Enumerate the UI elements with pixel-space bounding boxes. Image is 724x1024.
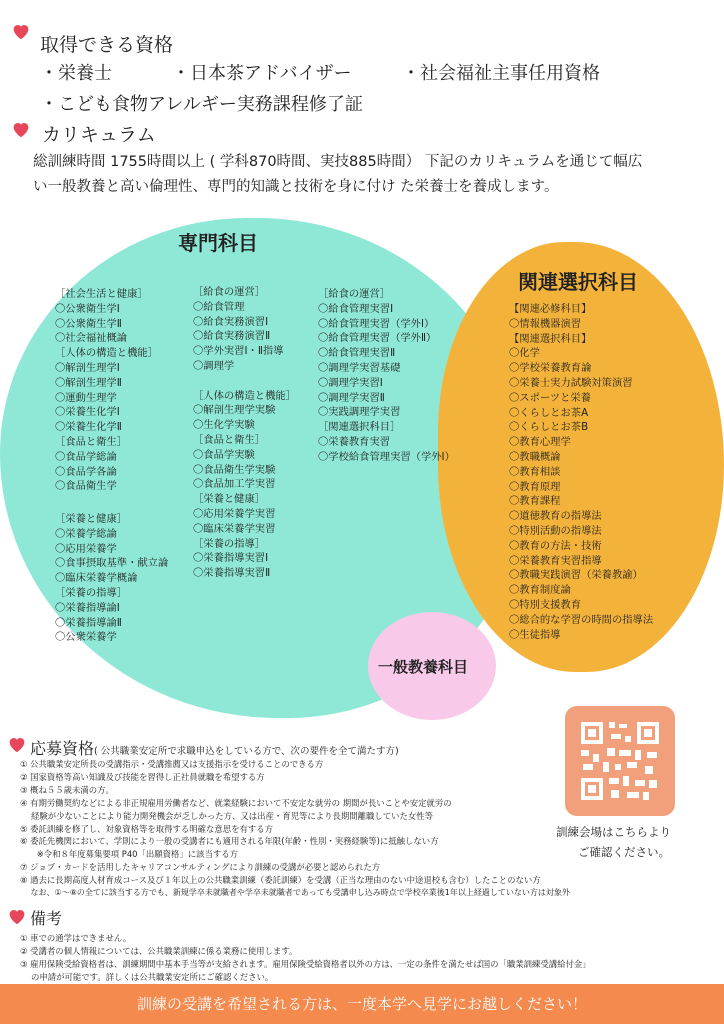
course-item: 〇社会福祉概論 [55,332,128,345]
curriculum-title: カリキュラム [42,124,156,146]
course-item: 〇調理学実習Ⅱ [318,391,385,404]
notes-title: 備考 [30,909,63,928]
course-item: 〇食事摂取基準・献立論 [55,557,169,570]
course-item: 〇公衆栄養学 [55,631,117,644]
license-item: ・栄養士 [40,63,112,84]
course-item: 〇道徳教育の指導法 [509,510,602,523]
course-item: 【関連選択科目】 [509,332,592,345]
curriculum-intro: 総訓練時間 1755時間以上 ( 学科870時間、実技885時間） 下記のカリキュラムを通じて幅広 い一般教養と高い倫理性、専門的知識と技術を身に付け た栄養士を養成します。 [33,154,643,195]
course-item [193,374,296,389]
course-item: 〇栄養指導論Ⅱ [55,616,122,629]
course-item: 〇スポーツと栄養 [509,391,591,404]
requirement-item: ④ 有期労働契約などによる非正規雇用労働者など、就業経験において不安定な就労の 期間が長いことや安定就労の [20,797,452,808]
course-item: 〇解剖生理学Ⅰ [55,361,120,374]
course-item: ［給食の運営］ [318,288,391,300]
requirement-item: 経験が少ないことにより能力開発機会が乏しかった方、又は出産・育児等により長期間離職していた女性等 [20,810,434,821]
requirement-item: ⑦ ジョブ・カードを活用したキャリアコンサルティングにより訓練の受講が必要と認められた方 [20,862,381,873]
course-item: 〇教育制度論 [509,584,571,597]
heart-icon [6,905,28,927]
course-item: 【関連必修科目】 [509,303,592,315]
note-item: ① 車での通学はできません。 [20,933,132,943]
course-item: 〇教職実践演習（栄養教諭） [509,569,643,582]
course-item: ［人体の構造と機能］ [193,389,296,402]
course-item: 〇調理学 [193,359,235,372]
course-item: 〇教職概論 [509,450,561,463]
course-item: 〇臨床栄養学概論 [55,572,138,585]
course-item: 〇教育原理 [509,480,561,493]
requirement-item: なお、①～⑧の全てに該当する方でも、新規学卒未就職者や学卒未就職者であっても受講申し込み時点で学校卒業後1年以上経過していない方は対象外 [20,888,570,898]
note-item: ② 受講者の個人情報については、公共職業訓練に係る業務に使用します。 [20,945,298,956]
course-item: 〇栄養指導論Ⅰ [55,601,120,614]
course-item: 〇調理学実習基礎 [318,361,401,374]
course-item: 〇くらしとお茶A [509,406,589,419]
course-item: 〇運動生理学 [55,391,117,404]
course-item: 〇臨床栄養学実習 [193,522,276,535]
requirement-item: ② 国家資格等高い知識及び技能を習得し正社員就職を希望する方 [20,771,265,782]
heart-icon [10,20,32,42]
note-item: ③ 雇用保険受給資格者は、訓練期間中基本手当等が支給されます。雇用保険受給資格者以外の方は、一定の条件を満たせば国の「職業訓練受講給付金」 [20,958,591,969]
note-item: の申請が可能です。詳しくは公共職業安定所にご確認ください。 [20,971,274,982]
course-item: 〇栄養教育実習指導 [509,554,602,567]
course-item: 〇栄養指導実習Ⅱ [193,567,271,580]
course-item: 〇実践調理学実習 [318,406,401,419]
course-item: ［人体の構造と機能］ [55,347,158,360]
course-item: 〇栄養教育実習 [318,435,391,448]
course-item: ［関連選択科目］ [318,421,401,434]
kanren-label: 関連選択科目 [518,270,638,294]
requirement-item: ⑥ 委託先機関において、学則により一般の受講者にも適用される年限(年齢・性別・実務経験等)に抵触しない方 [20,836,439,847]
course-item: 〇化学 [509,347,540,360]
course-item: ［栄養の指導］ [193,537,266,550]
senmon-column-1b [55,512,168,645]
footer-banner: 訓練の受講を希望される方は、一度本学へ見学にお越しください！ [0,984,724,1024]
course-item: 〇応用栄養学 [55,542,117,555]
course-item: 〇教育課程 [509,495,561,508]
course-item: 〇特別支援教育 [509,598,582,611]
heart-icon [6,733,28,755]
requirement-item: ① 公共職業安定所長の受講指示・受講推薦又は支援指示を受けることのできる方 [20,759,324,769]
course-item: 〇教育相談 [509,465,561,478]
course-item: 〇情報機器演習 [509,317,582,330]
requirement-item: ⑤ 委託訓練を修了し、対象資格等を取得する明確な意思を有する方 [20,823,274,834]
course-item: 〇くらしとお茶B [509,421,589,434]
kanren-column [509,302,653,642]
qr-caption: 訓練会場はこちらより ご確認ください。 [556,825,671,859]
course-item: 〇公衆衛生学Ⅱ [55,317,122,330]
course-item: 〇栄養生化学Ⅰ [55,406,120,419]
course-item: 〇食品衛生学実験 [193,463,276,476]
course-item: ［食品と衛生］ [55,435,128,448]
course-item: 〇給食管理実習（学外Ⅰ） [318,317,435,330]
requirement-item: ③ 概ね５５歳未満の方。 [20,784,114,795]
course-item: 〇食品学総論 [55,450,117,463]
course-item: ［栄養と健康］ [193,493,266,506]
application-title: 応募資格( 公共職業安定所で求職申込をしている方で、次の要件を全て満たす方) [30,739,399,758]
course-item: 〇食品学実験 [193,448,255,461]
course-item: 〇応用栄養学実習 [193,507,276,520]
course-item: ［栄養の指導］ [55,586,128,599]
course-item: 〇給食管理実習（学外Ⅱ） [318,332,437,345]
qualifications-title: 取得できる資格 [40,34,174,56]
course-item: 〇総合的な学習の時間の指導法 [509,613,654,626]
requirement-item: ⑧ 過去に長期高度人材育成コース及び１年以上の公共職業訓練（委託訓練）を受講（正当な理由のない中途退校も含む）したことのない方 [20,875,541,886]
course-item: 〇栄養生化学Ⅱ [55,421,122,434]
license-item: ・社会福祉主事任用資格 [402,63,600,84]
course-item: 〇解剖生理学実験 [193,404,276,417]
course-item: 〇食品学各論 [55,465,117,478]
ippan-label: 一般教養科目 [378,658,469,676]
license-item: ・日本茶アドバイザー [172,63,352,84]
course-item: 〇栄養指導実習Ⅰ [193,552,269,565]
heart-icon [10,118,32,140]
requirement-item: ※令和８年度募集要項 P40「出願資格」に該当する方 [20,849,239,860]
senmon-label: 専門科目 [178,231,258,255]
course-item: ［社会生活と健康］ [55,288,148,300]
senmon-column-1 [55,287,158,494]
senmon-column-2 [193,285,296,581]
course-item: 〇学校給食管理実習（学外Ⅰ） [318,450,455,463]
course-item: 〇特別活動の指導法 [509,524,602,537]
license-item: ・こども食物アレルギー実務課程修了証 [40,94,363,115]
course-item: 〇栄養学総論 [55,527,117,540]
course-item: 〇食品衛生学 [55,480,117,493]
qr-code[interactable] [565,706,675,816]
course-item: 〇調理学実習Ⅰ [318,376,383,389]
course-item: ［給食の運営］ [193,286,266,298]
course-item: 〇解剖生理学Ⅱ [55,376,122,389]
course-item: 〇学校栄養教育論 [509,362,592,375]
course-item: 〇給食実務演習Ⅰ [193,315,269,328]
course-item: 〇給食管理実習Ⅰ [318,302,394,315]
course-item: 〇栄養士実力試験対策演習 [509,376,633,389]
course-item: 〇生徒指導 [509,628,561,641]
course-item: 〇教育心理学 [509,436,571,449]
course-item: ［食品と衛生］ [193,433,266,446]
course-item: 〇公衆衛生学Ⅰ [55,302,120,315]
course-item: 〇学外実習Ⅰ・Ⅱ指導 [193,345,284,358]
notes-list [20,932,710,984]
course-item: 〇食品加工学実習 [193,478,276,491]
qr-code-icon [565,706,675,816]
course-item: ［栄養と健康］ [55,513,128,525]
course-item: 〇給食管理実習Ⅱ [318,347,396,360]
course-item: 〇給食管理 [193,300,245,313]
senmon-column-3 [318,287,455,465]
course-item: 〇生化学実験 [193,419,255,432]
course-item: 〇給食実務演習Ⅱ [193,330,271,343]
course-item: 〇教育の方法・技術 [509,539,602,552]
